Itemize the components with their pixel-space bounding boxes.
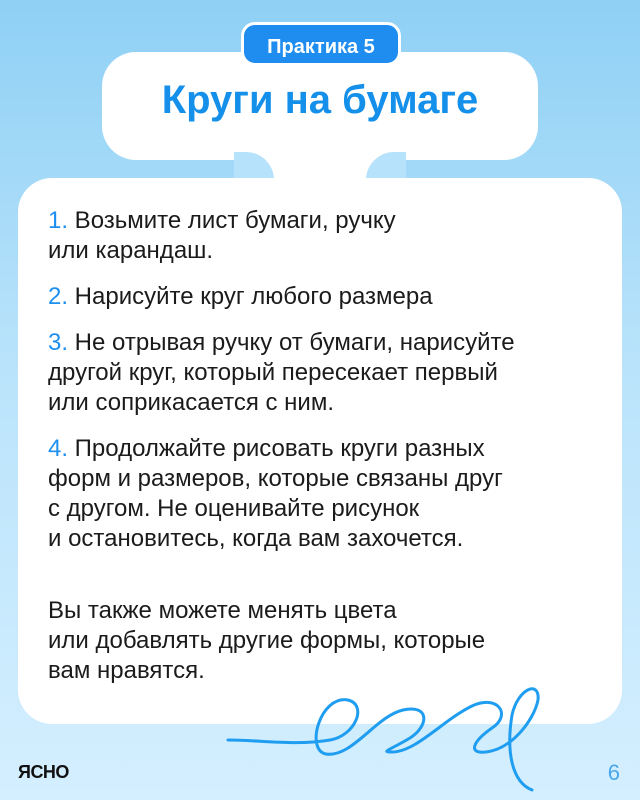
brand-logo: ЯСНО bbox=[18, 762, 69, 782]
additional-note: Вы также можете менять цвета или добавлять другие формы, которые вам нравятся. bbox=[48, 597, 486, 684]
step-number: 4. bbox=[48, 435, 69, 462]
instruction-item bbox=[48, 434, 600, 554]
loop-doodle-icon bbox=[220, 670, 550, 795]
practice-badge: Практика 5 bbox=[241, 22, 401, 66]
page-title: Круги на бумаге bbox=[161, 78, 479, 122]
instruction-item bbox=[48, 328, 600, 418]
step-number: 2. bbox=[48, 283, 69, 310]
page-number: 6 bbox=[607, 760, 620, 785]
step-text: Возьмите лист бумаги, ручку или карандаш. bbox=[48, 207, 396, 264]
step-number: 3. bbox=[48, 329, 69, 356]
instruction-list bbox=[48, 206, 600, 570]
step-text: Продолжайте рисовать круги разных форм и размеров, которые связаны друг с другом. Не оценивайте рисунок и остановитесь, когда вам захочется. bbox=[48, 435, 503, 552]
step-number: 1. bbox=[48, 207, 69, 234]
instruction-item bbox=[48, 282, 600, 312]
instruction-item bbox=[48, 206, 600, 266]
step-text: Не отрывая ручку от бумаги, нарисуйте другой круг, который пересекает первый или соприкасается с ним. bbox=[48, 329, 515, 416]
step-text: Нарисуйте круг любого размера bbox=[68, 283, 433, 310]
